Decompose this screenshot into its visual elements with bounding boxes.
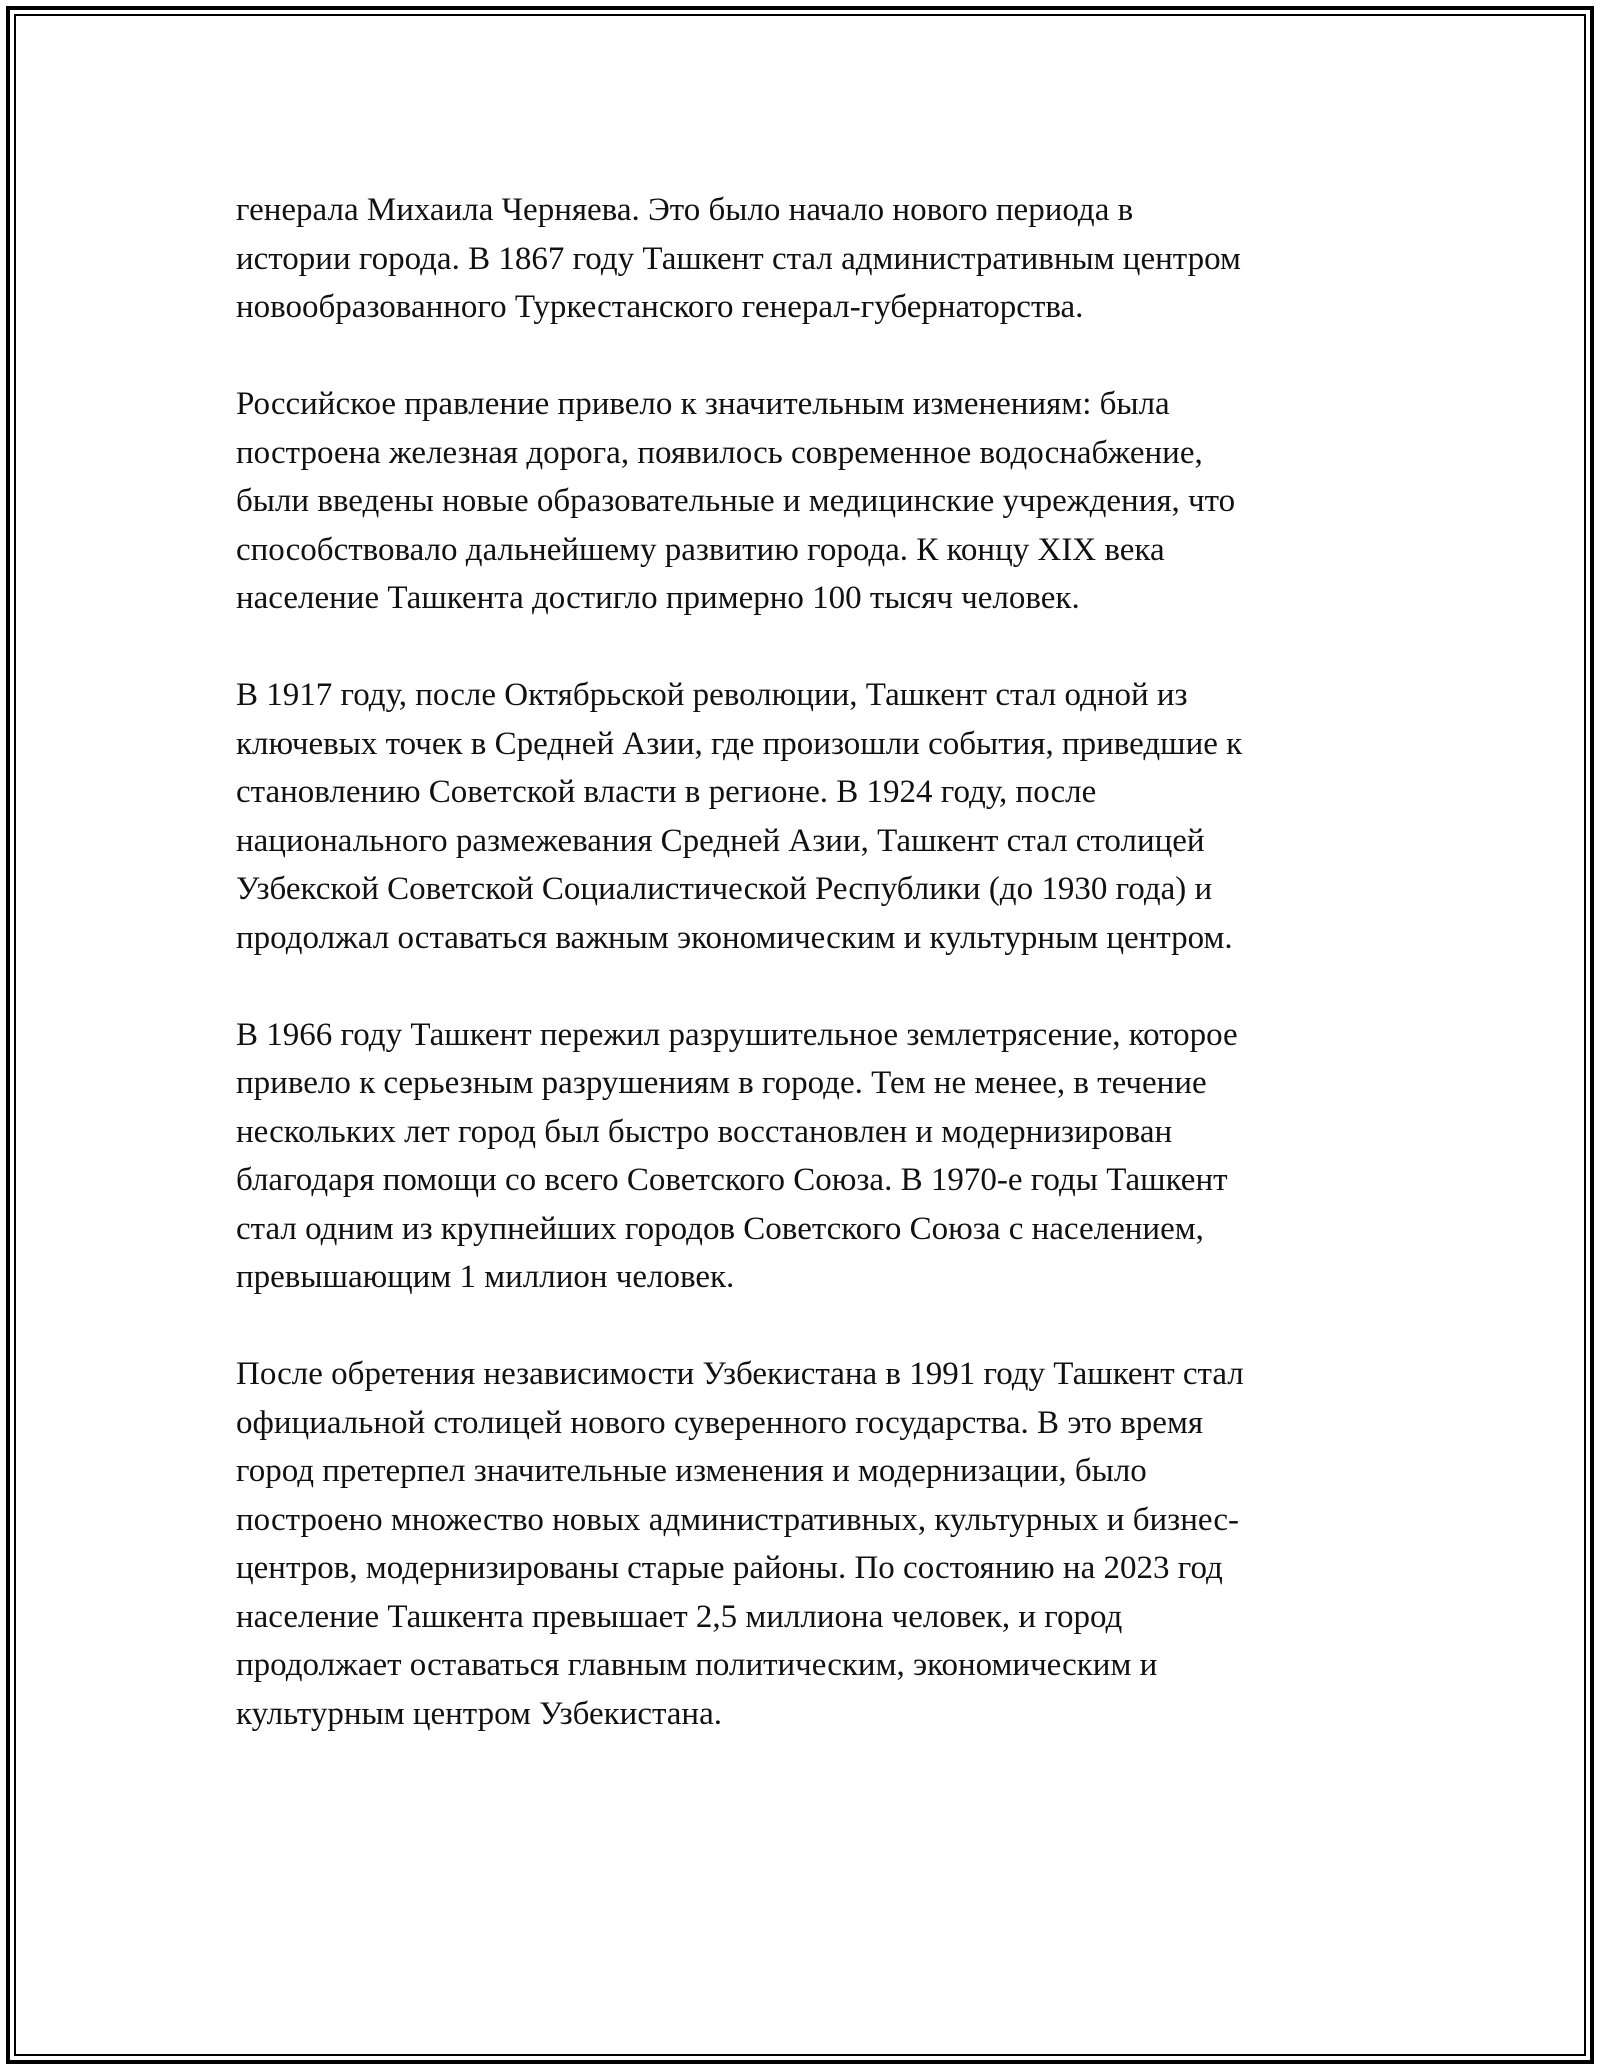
text-line: продолжает оставаться главным политическим, экономическим и: [236, 1647, 1158, 1683]
text-line: построено множество новых административных, культурных и бизнес-: [236, 1501, 1239, 1538]
text-line: город претерпел значительные изменения и модернизации, было: [236, 1453, 1147, 1489]
text-line: Российское правление привело к значительным изменениям: была: [236, 386, 1170, 422]
text-line: население Ташкента превышает 2,5 миллиона человек, и город: [236, 1598, 1123, 1635]
text-line: нескольких лет город был быстро восстановлен и модернизирован: [236, 1113, 1173, 1150]
text-line: истории города. В 1867 году Ташкент стал административным центром: [236, 240, 1241, 277]
paragraph-4: [236, 1011, 1376, 1302]
document-body: [236, 186, 1376, 1787]
text-line: способствовало дальнейшему развитию города. К концу XIX века: [236, 531, 1165, 568]
text-line: В 1917 году, после Октябрьской революции, Ташкент стал одной из: [236, 677, 1188, 713]
text-line: Узбекской Советской Социалистической Республики (до 1930 года) и: [236, 871, 1213, 907]
text-line: продолжал оставаться важным экономическим и культурным центром.: [236, 919, 1233, 956]
text-line: В 1966 году Ташкент пережил разрушительное землетрясение, которое: [236, 1016, 1238, 1053]
paragraph-1: [236, 186, 1376, 332]
text-line: генерала Михаила Черняева. Это было начало нового периода в: [236, 192, 1134, 228]
text-line: становлению Советской власти в регионе. В 1924 году, после: [236, 774, 1097, 810]
text-line: благодаря помощи со всего Советского Союза. В 1970-е годы Ташкент: [236, 1162, 1228, 1198]
text-line: стал одним из крупнейших городов Советского Союза с населением,: [236, 1210, 1204, 1247]
text-line: ключевых точек в Средней Азии, где произошли события, приведшие к: [236, 725, 1243, 762]
text-line: привело к серьезным разрушениям в городе. Тем не менее, в течение: [236, 1065, 1207, 1101]
paragraph-5: [236, 1350, 1376, 1738]
text-line: превышающим 1 миллион человек.: [236, 1259, 735, 1295]
text-line: центров, модернизированы старые районы. По состоянию на 2023 год: [236, 1550, 1223, 1586]
text-line: построена железная дорога, появилось современное водоснабжение,: [236, 434, 1203, 471]
text-line: официальной столицей нового суверенного государства. В это время: [236, 1404, 1204, 1441]
paragraph-3: [236, 671, 1376, 962]
text-line: национального размежевания Средней Азии, Ташкент стал столицей: [236, 822, 1205, 859]
text-line: были введены новые образовательные и медицинские учреждения, что: [236, 483, 1236, 519]
text-line: новообразованного Туркестанского генерал-губернаторства.: [236, 289, 1084, 325]
text-line: население Ташкента достигло примерно 100 тысяч человек.: [236, 580, 1080, 616]
paragraph-2: [236, 380, 1376, 623]
text-line: После обретения независимости Узбекистана в 1991 году Ташкент стал: [236, 1356, 1244, 1392]
text-line: культурным центром Узбекистана.: [236, 1695, 722, 1732]
